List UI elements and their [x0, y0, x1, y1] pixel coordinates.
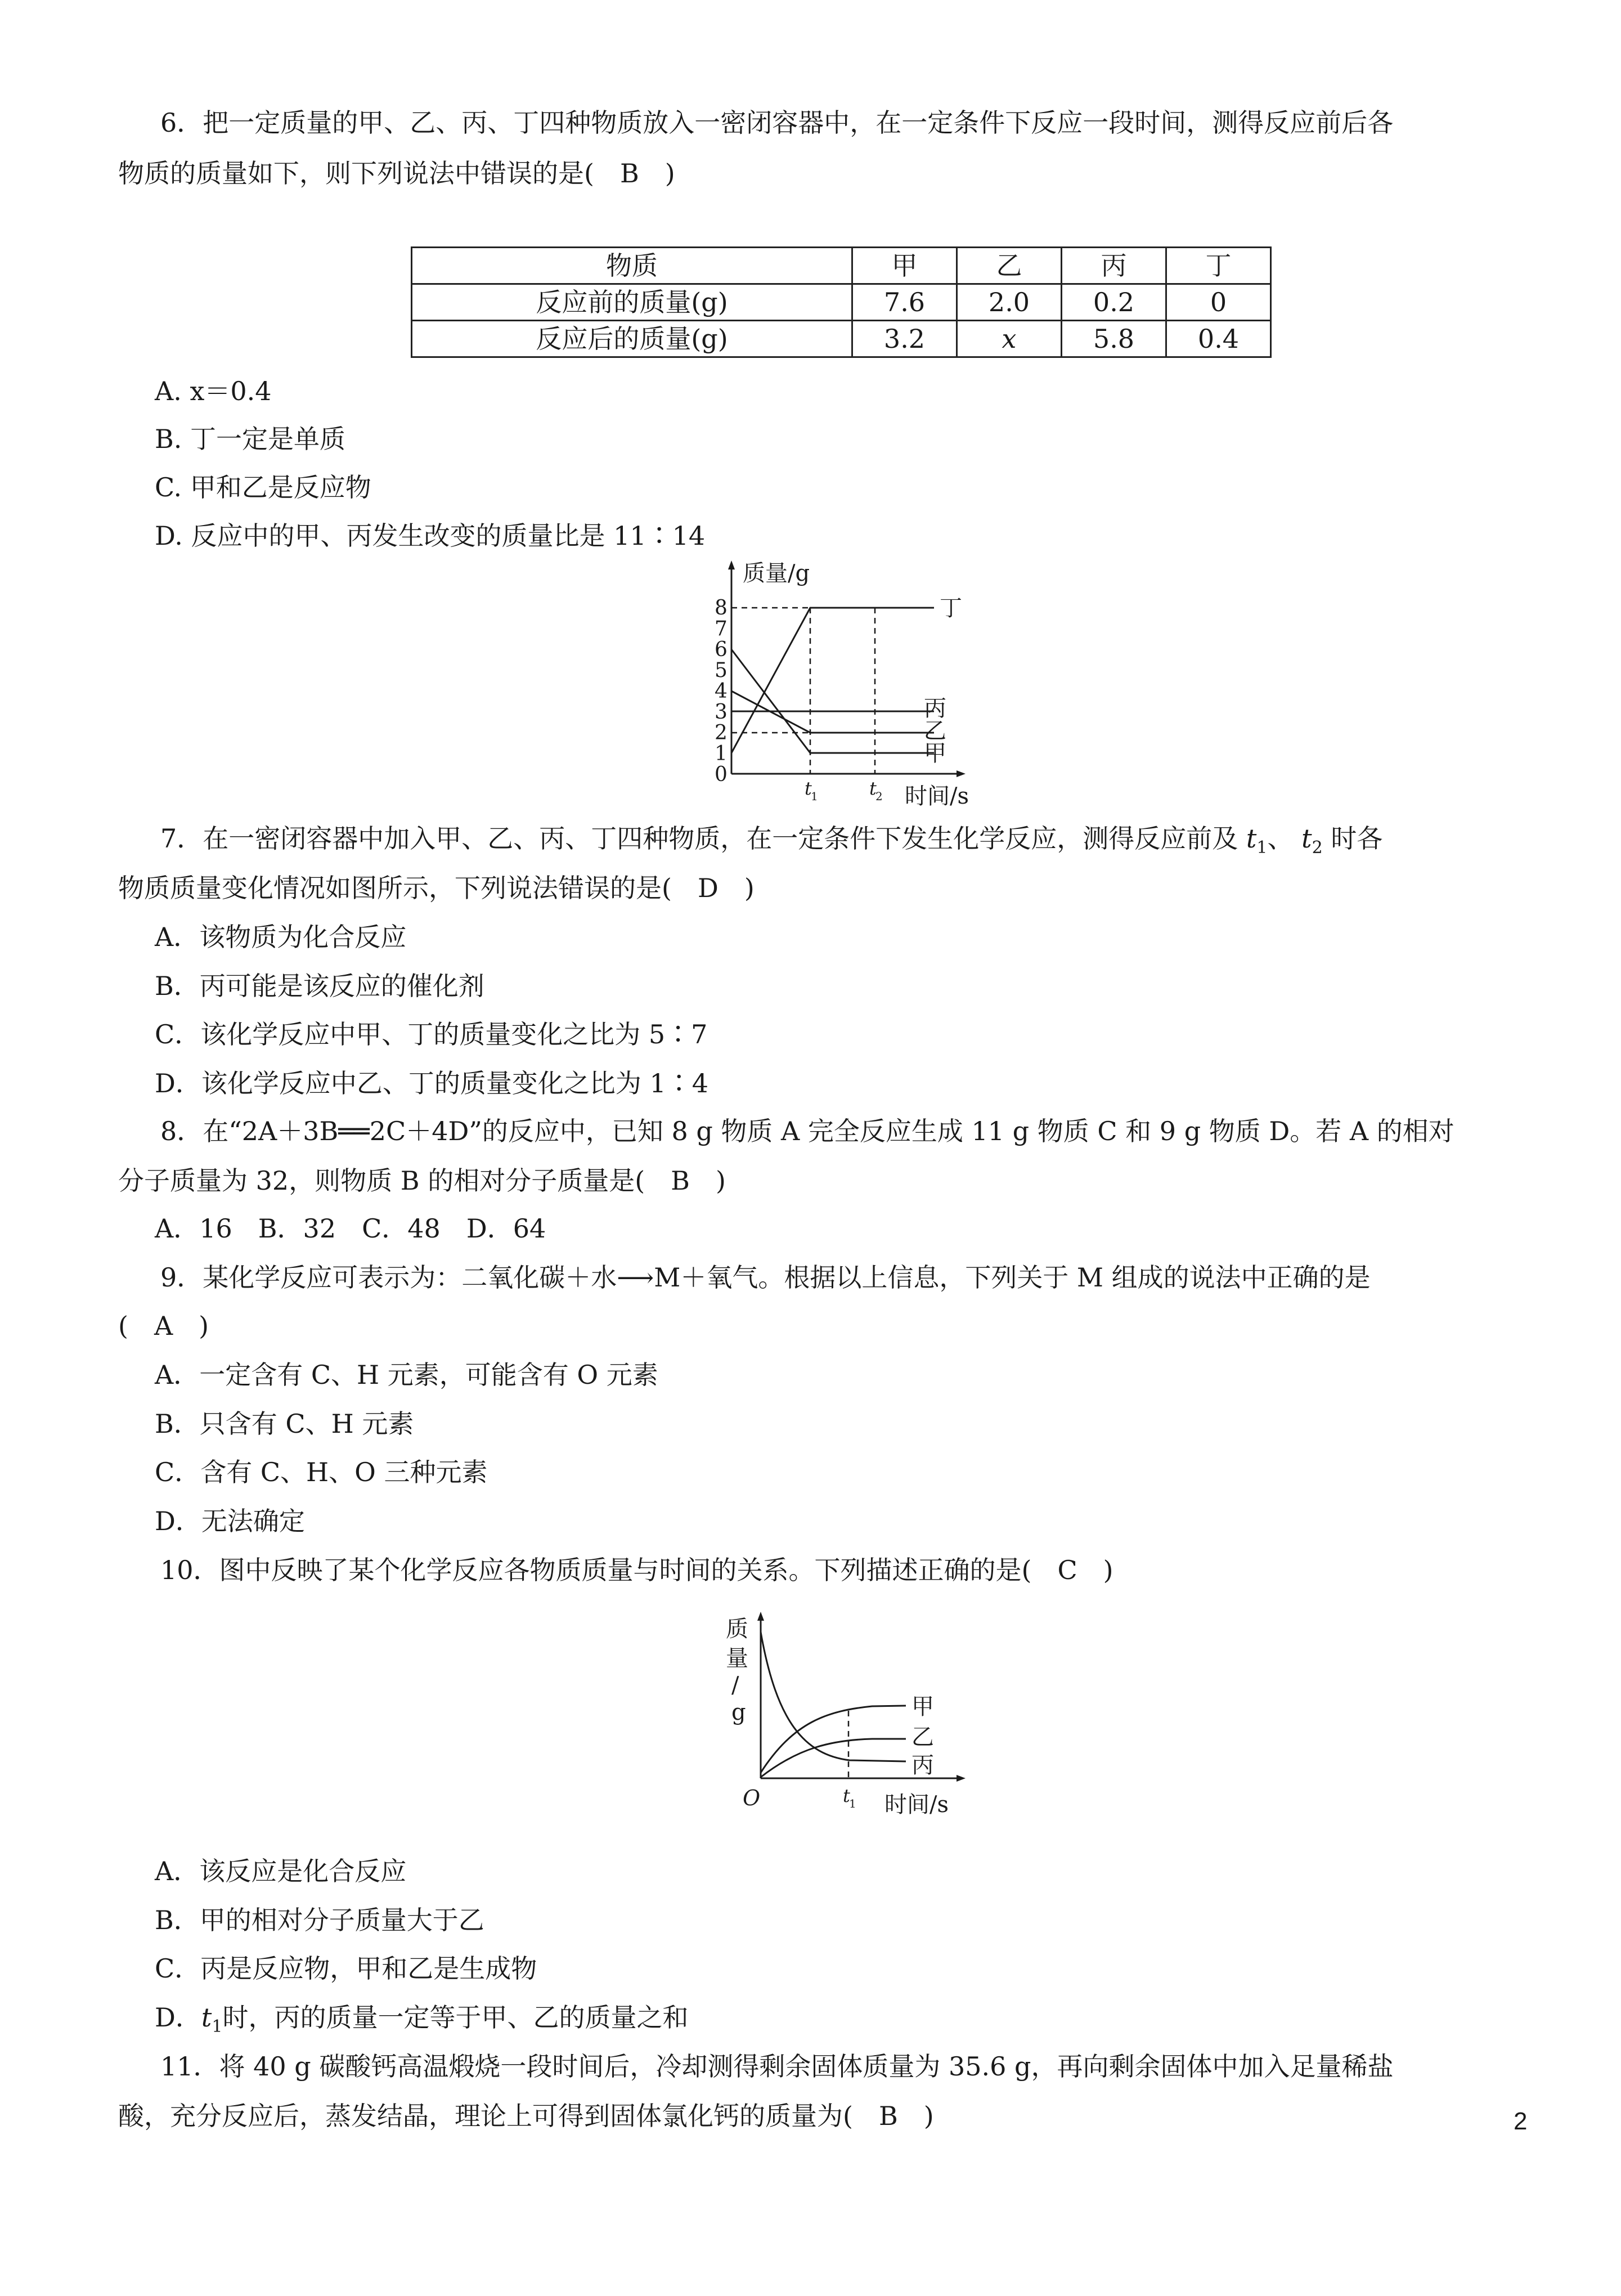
series-line-jia [731, 649, 934, 753]
q9-option-d: D．无法确定 [155, 1506, 305, 1536]
y-tick-label: 8 [715, 597, 728, 620]
q7-option-d: D．该化学反应中乙、丁的质量变化之比为 1∶4 [155, 1068, 709, 1098]
series-label-yi: 乙 [924, 718, 946, 744]
y-tick-label: 6 [715, 638, 728, 661]
x-tick-label: t [869, 778, 877, 799]
q6-stem-line2: 物质的质量如下，则下列说法中错误的是( B ) [118, 158, 675, 189]
table-cell: 0.4 [1166, 321, 1271, 357]
q7-stem-text: 时各 [1331, 823, 1383, 854]
q9-option-b: B．只含有 C、H 元素 [155, 1409, 414, 1439]
q9-option-c: C．含有 C、H、O 三种元素 [155, 1457, 488, 1487]
table-row [412, 321, 1271, 357]
table-cell: 2.0 [957, 284, 1062, 321]
y-axis-label-char: / [731, 1672, 739, 1698]
series-label-bing: 丙 [924, 696, 946, 721]
series-label-ding: 丁 [940, 595, 962, 621]
time-symbol: t [1301, 823, 1312, 854]
q7-option-c: C．该化学反应中甲、丁的质量变化之比为 5∶7 [155, 1019, 708, 1050]
q8-stem-line2: 分子质量为 32，则物质 B 的相对分子质量是( B ) [118, 1165, 726, 1196]
q6-mass-table [411, 246, 1272, 358]
separator: 、 [1267, 823, 1294, 854]
table-row [412, 284, 1271, 321]
q7-option-a: A．该物质为化合反应 [155, 922, 407, 952]
table-cell: 甲 [852, 248, 957, 284]
x-tick-subscript: 1 [811, 790, 818, 803]
q6-option-b: B. 丁一定是单质 [155, 424, 346, 454]
x-tick-label: t [805, 778, 812, 799]
y-tick-label: 0 [715, 763, 728, 786]
q8-options: A．16 B．32 C．48 D．64 [155, 1213, 546, 1244]
table-cell: 反应前的质量(g) [412, 284, 852, 321]
table-cell: 物质 [412, 248, 852, 284]
q10-option-c: C．丙是反应物，甲和乙是生成物 [155, 1953, 537, 1984]
page-number: 2 [1514, 2107, 1528, 2135]
table-cell: 丙 [1062, 248, 1166, 284]
table-cell: 7.6 [852, 284, 957, 321]
q8-stem-line1: 8．在“2A＋3B══2C＋4D”的反应中，已知 8 g 物质 A 完全反应生成 11 g 物质 C 和 9 g 物质 D。若 A 的相对 [160, 1116, 1454, 1146]
y-tick-label: 4 [715, 680, 728, 703]
series-line-ding [731, 608, 934, 753]
series-label-yi: 乙 [911, 1724, 934, 1750]
q9-option-a: A．一定含有 C、H 元素，可能含有 O 元素 [155, 1360, 658, 1390]
q11-stem-line1: 11．将 40 g 碳酸钙高温煅烧一段时间后，冷却测得剩余固体质量为 35.6 g，再向剩余固体中加入足量稀盐 [160, 2051, 1394, 2082]
y-axis-label-char: 质 [726, 1616, 748, 1642]
q7-stem-line1 [160, 822, 1382, 865]
q10-stem: 10．图中反映了某个化学反应各物质质量与时间的关系。下列描述正确的是( C ) [160, 1555, 1113, 1585]
series-label-bing: 丙 [911, 1752, 934, 1778]
subscript: 2 [1312, 838, 1323, 858]
x-tick-label: t [843, 1785, 850, 1806]
x-axis-label: 时间/s [884, 1792, 949, 1818]
series-label-jia: 甲 [924, 741, 946, 766]
y-tick-label: 7 [715, 617, 728, 640]
y-axis-label-char: 量 [726, 1645, 748, 1671]
option-prefix: D． [155, 2002, 201, 2033]
y-tick-label: 3 [715, 701, 728, 724]
table-cell: x [957, 321, 1062, 357]
y-axis-label-char: g [731, 1699, 746, 1725]
table-cell: 0 [1166, 284, 1271, 321]
table-header-row [412, 248, 1271, 284]
series-label-jia: 甲 [911, 1694, 934, 1720]
table-cell: 反应后的质量(g) [412, 321, 852, 357]
y-tick-label: 2 [715, 721, 728, 745]
q7-option-b: B．丙可能是该反应的催化剂 [155, 971, 484, 1001]
q6-stem-line1: 6．把一定质量的甲、乙、丙、丁四种物质放入一密闭容器中，在一定条件下反应一段时间，测得反应前后各 [160, 107, 1394, 138]
y-tick-label: 1 [715, 742, 728, 765]
table-cell: 丁 [1166, 248, 1271, 284]
series-curve-bing [761, 1632, 906, 1761]
x-tick-subscript: 2 [875, 790, 883, 803]
table-cell: 乙 [957, 248, 1062, 284]
q10-option-d [155, 2001, 688, 2044]
q6-option-c: C. 甲和乙是反应物 [155, 472, 371, 503]
q7-stem-text: 7．在一密闭容器中加入甲、乙、丙、丁四种物质，在一定条件下发生化学反应，测得反应前及 [160, 823, 1238, 854]
q7-mass-time-graph [698, 557, 990, 810]
q10-option-b: B．甲的相对分子质量大于乙 [155, 1905, 484, 1935]
q10-mass-time-curves [709, 1609, 979, 1835]
option-text: 时，丙的质量一定等于甲、乙的质量之和 [222, 2002, 689, 2033]
time-symbol: t [201, 2002, 212, 2033]
q9-stem-line1: 9．某化学反应可表示为：二氧化碳＋水⟶M＋氧气。根据以上信息，下列关于 M 组成的说法中正确的是 [160, 1262, 1371, 1293]
q11-stem-line2: 酸，充分反应后，蒸发结晶，理论上可得到固体氯化钙的质量为( B ) [118, 2101, 934, 2131]
table-cell: 5.8 [1062, 321, 1166, 357]
q10-option-a: A．该反应是化合反应 [155, 1856, 407, 1886]
origin-label: O [743, 1786, 761, 1810]
y-axis-label: 质量/g [743, 560, 810, 586]
y-tick-label: 5 [715, 659, 728, 682]
x-tick-subscript: 1 [849, 1797, 856, 1810]
q6-option-a: A. x＝0.4 [155, 376, 272, 406]
table-cell: 0.2 [1062, 284, 1166, 321]
x-axis-label: 时间/s [905, 783, 969, 809]
time-symbol: t [1246, 823, 1257, 854]
q9-stem-line2: ( A ) [118, 1311, 209, 1341]
subscript: 1 [212, 2017, 223, 2037]
subscript: 1 [1256, 838, 1268, 858]
q7-stem-line2: 物质质量变化情况如图所示，下列说法错误的是( D ) [118, 873, 755, 903]
table-cell: 3.2 [852, 321, 957, 357]
q6-option-d: D. 反应中的甲、丙发生改变的质量比是 11∶14 [155, 521, 706, 551]
